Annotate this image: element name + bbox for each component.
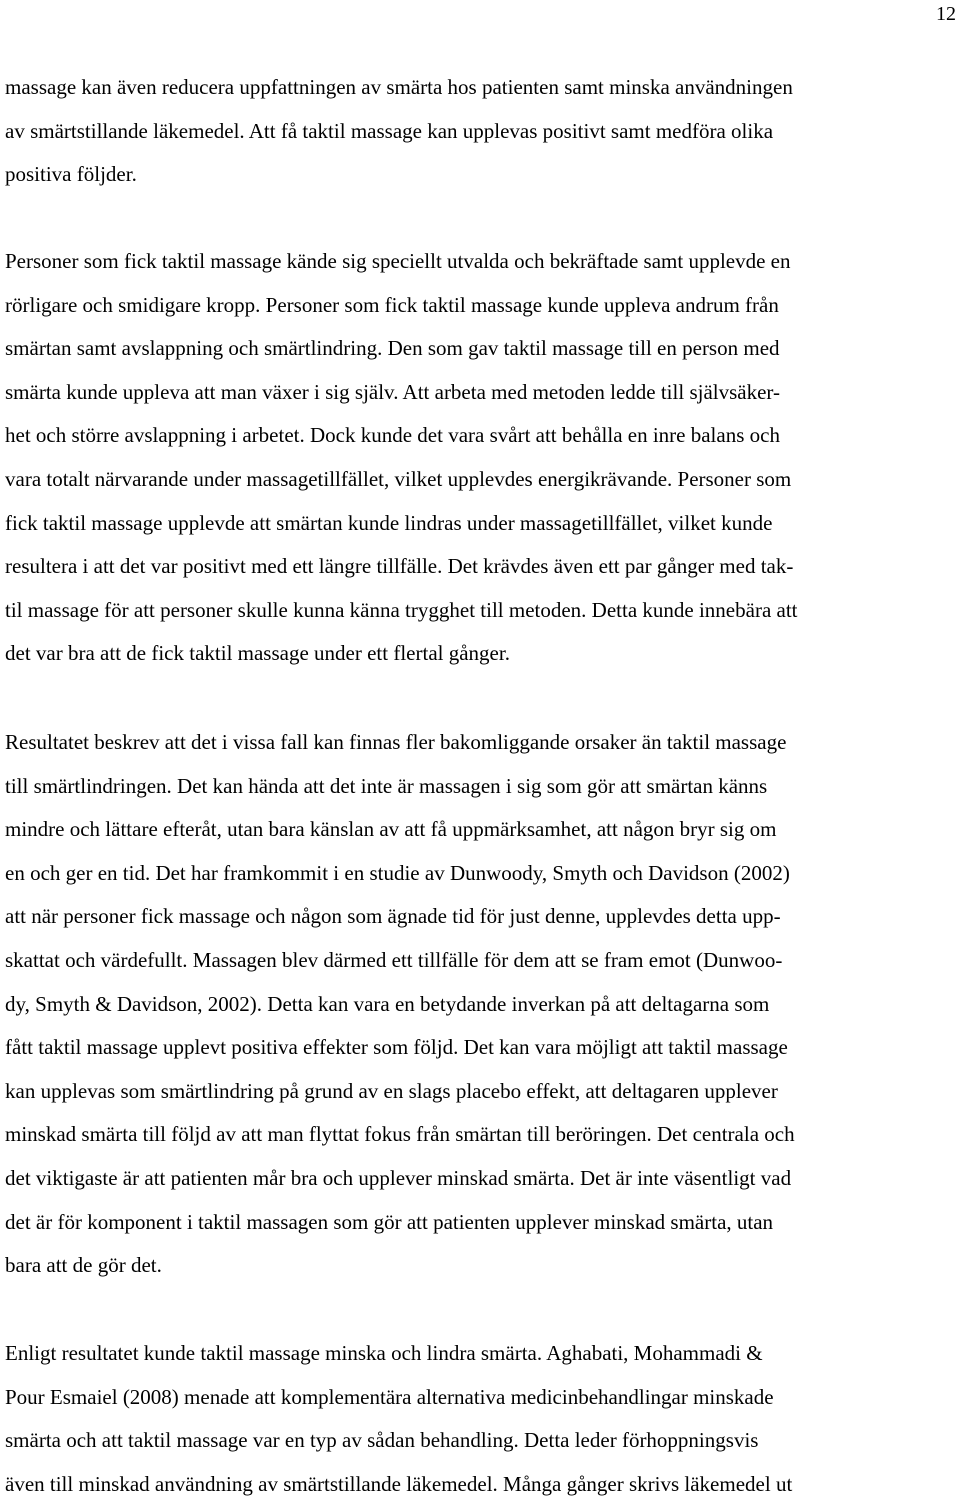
text-line: minskad smärta till följd av att man flyttat fokus från smärtan till beröringen. Det centrala och [5, 1122, 795, 1147]
text-line: Enligt resultatet kunde taktil massage minska och lindra smärta. Aghabati, Mohammadi & [5, 1341, 763, 1365]
text-line: positiva följder. [5, 162, 137, 187]
text-line: smärta kunde uppleva att man växer i sig själv. Att arbeta med metoden ledde till självsäker- [5, 379, 780, 404]
text-line: bara att de gör det. [5, 1253, 162, 1278]
text-line: smärtan samt avslappning och smärtlindring. Den som gav taktil massage till en person med [5, 336, 780, 361]
page-number: 12 [936, 3, 956, 25]
text-line: til massage för att personer skulle kunna känna trygghet till metoden. Detta kunde innebära att [5, 597, 798, 622]
text-line: smärta och att taktil massage var en typ av sådan behandling. Detta leder förhoppningsvis [5, 1428, 759, 1453]
text-line: att när personer fick massage och någon som ägnade tid för just denne, upplevdes detta upp- [5, 904, 781, 929]
text-line: skattat och värdefullt. Massagen blev därmed ett tillfälle för dem att se fram emot (Dunwoo- [5, 948, 783, 972]
text-line: även till minskad användning av smärtstillande läkemedel. Många gånger skrivs läkemedel ut [5, 1471, 793, 1496]
text-line: kan upplevas som smärtlindring på grund av en slags placebo effekt, att deltagaren upplever [5, 1078, 778, 1103]
text-line: mindre och lättare efteråt, utan bara känslan av att få uppmärksamhet, att någon bryr sig om [5, 817, 777, 842]
text-line: Pour Esmaiel (2008) menade att komplementära alternativa medicinbehandlingar minskade [5, 1384, 774, 1409]
text-line: resultera i att det var positivt med ett längre tillfälle. Det krävdes även ett par gånger med tak- [5, 554, 794, 579]
text-line: fått taktil massage upplevt positiva effekter som följd. Det kan vara möjligt att taktil massage [5, 1035, 788, 1060]
text-line: rörligare och smidigare kropp. Personer som fick taktil massage kunde uppleva andrum från [5, 292, 779, 317]
text-line: till smärtlindringen. Det kan hända att det inte är massagen i sig som gör att smärtan känns [5, 773, 768, 798]
text-line: det viktigaste är att patienten mår bra och upplever minskad smärta. Det är inte väsentligt vad [5, 1166, 792, 1190]
text-line: av smärtstillande läkemedel. Att få taktil massage kan upplevas positivt samt medföra olika [5, 118, 774, 143]
text-line: het och större avslappning i arbetet. Dock kunde det vara svårt att behålla en inre balans och [5, 423, 780, 448]
text-line: massage kan även reducera uppfattningen av smärta hos patienten samt minska användningen [5, 75, 793, 99]
text-line: vara totalt närvarande under massagetillfället, vilket upplevdes energikrävande. Personer som [5, 467, 792, 491]
text-line: det är för komponent i taktil massagen som gör att patienten upplever minskad smärta, utan [5, 1209, 774, 1234]
text-line: Resultatet beskrev att det i vissa fall kan finnas fler bakomliggande orsaker än taktil massage [5, 730, 787, 754]
text-line: fick taktil massage upplevde att smärtan kunde lindras under massagetillfället, vilket kunde [5, 510, 773, 535]
text-line: Personer som fick taktil massage kände sig speciellt utvalda och bekräftade samt upplevde en [5, 249, 791, 273]
text-line: en och ger en tid. Det har framkommit i en studie av Dunwoody, Smyth och Davidson (2002) [5, 860, 790, 885]
text-line: det var bra att de fick taktil massage under ett flertal gånger. [5, 641, 510, 666]
text-line: dy, Smyth & Davidson, 2002). Detta kan vara en betydande inverkan på att deltagarna som [5, 991, 770, 1016]
